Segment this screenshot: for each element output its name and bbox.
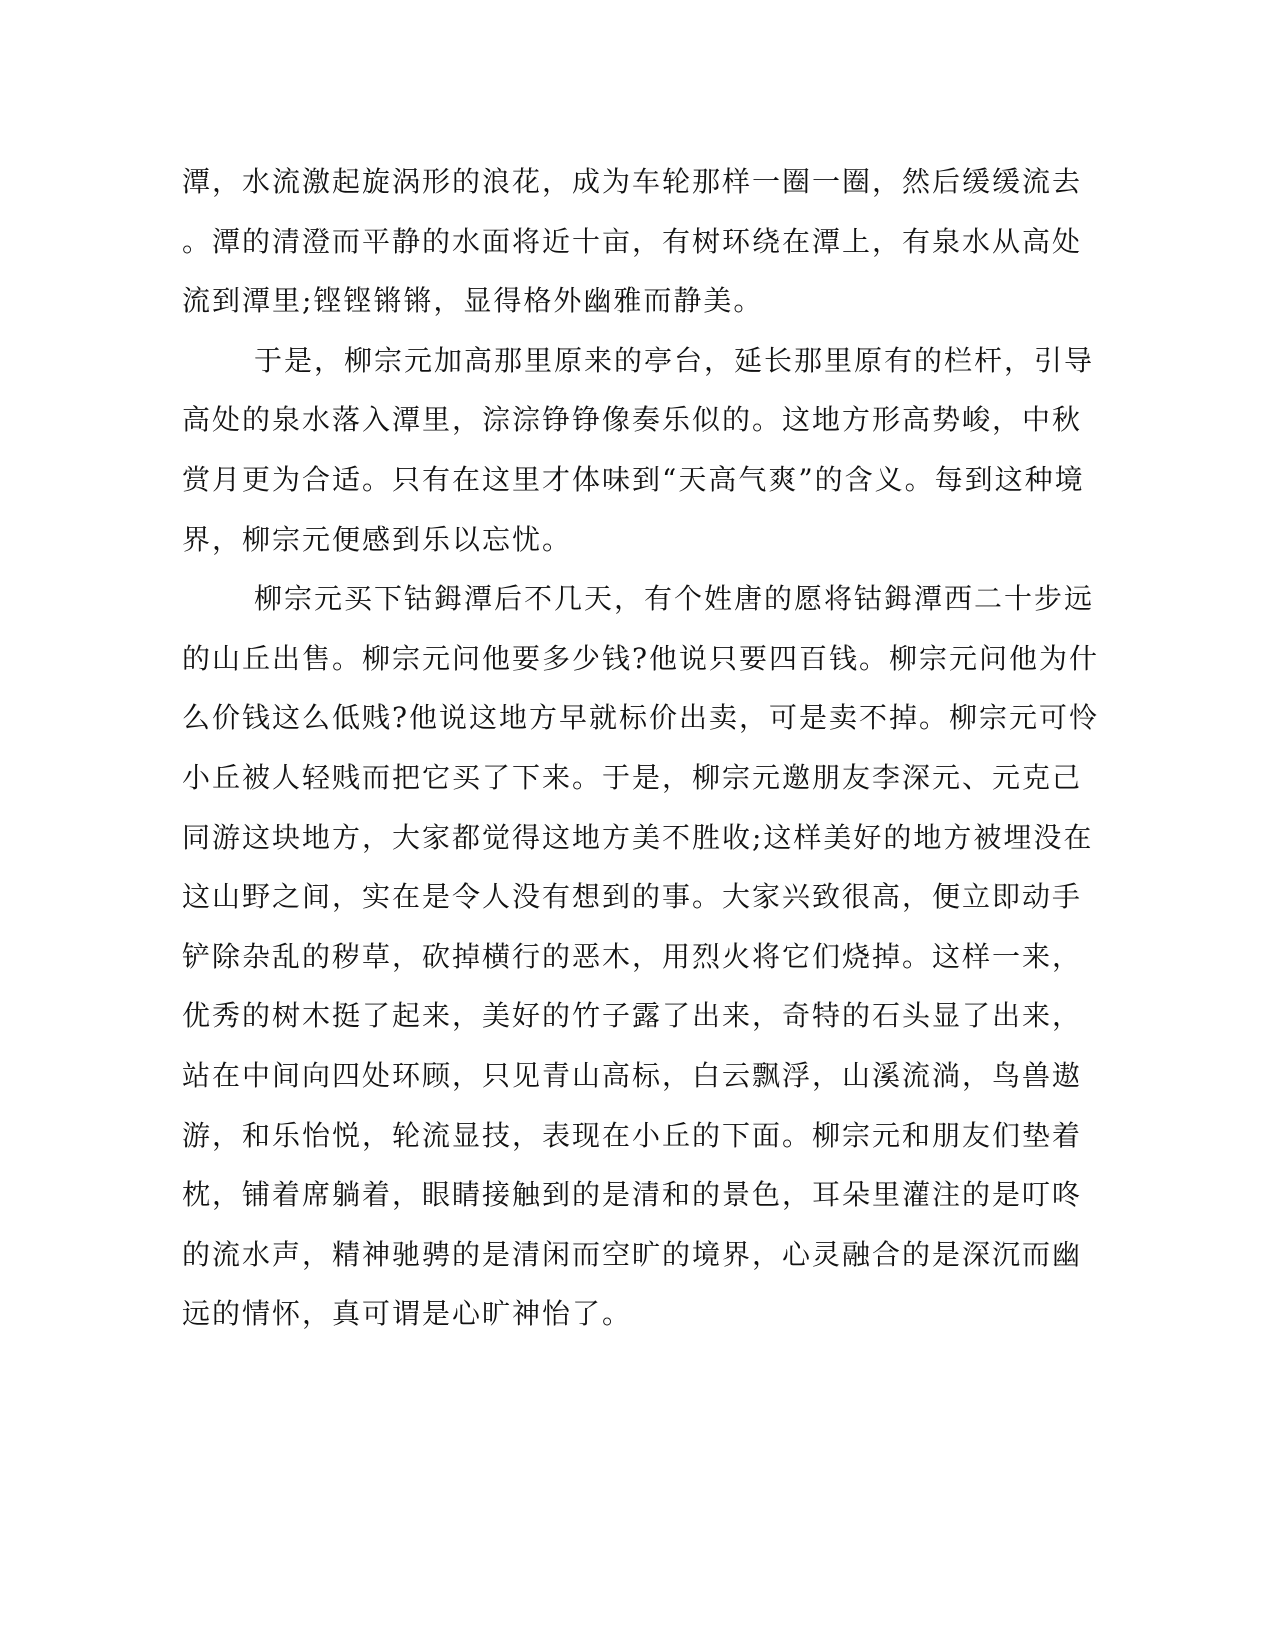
text-line: 的流水声，精神驰骋的是清闲而空旷的境界，心灵融合的是深沉而幽 — [182, 1237, 1083, 1271]
text-line: 这山野之间，实在是令人没有想到的事。大家兴致很高，便立即动手 — [182, 880, 1083, 914]
text-line: 站在中间向四处环顾，只见青山高标，白云飘浮，山溪流淌，鸟兽遨 — [182, 1058, 1083, 1092]
text-line: 同游这块地方，大家都觉得这地方美不胜收;这样美好的地方被埋没在 — [182, 820, 1094, 854]
text-line: 枕，铺着席躺着，眼睛接触到的是清和的景色，耳朵里灌注的是叮咚 — [182, 1178, 1083, 1212]
text-line: 潭，水流激起旋涡形的浪花，成为车轮那样一圈一圈，然后缓缓流去 — [182, 165, 1083, 198]
text-line: 高处的泉水落入潭里，淙淙铮铮像奏乐似的。这地方形高势峻，中秋 — [182, 403, 1083, 437]
text-line: 远的情怀，真可谓是心旷神怡了。 — [182, 1297, 633, 1331]
text-line: 的山丘出售。柳宗元问他要多少钱?他说只要四百钱。柳宗元问他为什 — [182, 641, 1100, 675]
text-line: 流到潭里;铿铿锵锵，显得格外幽雅而静美。 — [182, 284, 764, 318]
text-line: 铲除杂乱的秽草，砍掉横行的恶木，用烈火将它们烧掉。这样一来， — [182, 939, 1083, 973]
text-line: 小丘被人轻贱而把它买了下来。于是，柳宗元邀朋友李深元、元克己 — [182, 760, 1083, 794]
text-line: 赏月更为合适。只有在这里才体味到“天高气爽”的含义。每到这种境 — [182, 462, 1085, 496]
text-line: 于是，柳宗元加高那里原来的亭台，延长那里原有的栏杆，引导 — [254, 343, 1095, 377]
text-line: 。潭的清澄而平静的水面将近十亩，有树环绕在潭上，有泉水从高处 — [182, 224, 1083, 258]
text-line: 游，和乐怡悦，轮流显技，表现在小丘的下面。柳宗元和朋友们垫着 — [182, 1118, 1083, 1152]
body-text — [182, 152, 1100, 1344]
text-line: 么价钱这么低贱?他说这地方早就标价出卖，可是卖不掉。柳宗元可怜 — [182, 701, 1100, 735]
text-line: 界，柳宗元便感到乐以忘忧。 — [182, 522, 573, 556]
text-line: 柳宗元买下钴鉧潭后不几天，有个姓唐的愿将钴鉧潭西二十步远 — [254, 582, 1095, 616]
text-line: 优秀的树木挺了起来，美好的竹子露了出来，奇特的石头显了出来， — [182, 999, 1083, 1033]
